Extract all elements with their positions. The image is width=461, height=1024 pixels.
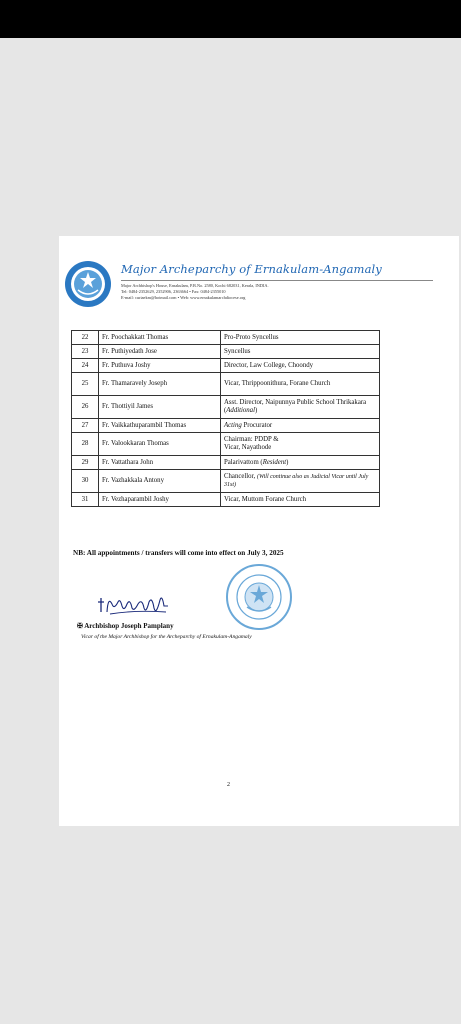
post-emphasis: (Will continue also as Judicial Vicar until July 31st) bbox=[224, 474, 369, 488]
priest-name: Fr. Valookkaran Thomas bbox=[99, 433, 221, 456]
row-number: 23 bbox=[72, 345, 99, 359]
header-address: Major Archbishop's House, Ernakulam, P.B.No. 2580, Kochi 682031, Kerala, INDIA. bbox=[121, 283, 269, 288]
row-number: 27 bbox=[72, 419, 99, 433]
appointments-table bbox=[71, 330, 380, 507]
post-text: ) bbox=[286, 458, 289, 466]
priest-name: Fr. Vaikkathuparambil Thomas bbox=[99, 419, 221, 433]
header-phone: Tel: 0484-2352629, 2352906, 2363664 • Fax: 0484-2355010 bbox=[121, 289, 226, 294]
table-row bbox=[72, 373, 380, 396]
priest-name: Fr. Poochakkatt Thomas bbox=[99, 331, 221, 345]
post-emphasis: Acting bbox=[224, 421, 242, 429]
appointment-post bbox=[221, 470, 380, 493]
row-number: 24 bbox=[72, 359, 99, 373]
official-seal bbox=[225, 563, 293, 631]
page-number: 2 bbox=[227, 782, 230, 788]
appointment-post bbox=[221, 419, 380, 433]
priest-name: Fr. Thamaravely Joseph bbox=[99, 373, 221, 396]
appointment-post: Syncellus bbox=[221, 345, 380, 359]
table-row bbox=[72, 419, 380, 433]
post-text: Palarivattom ( bbox=[224, 458, 263, 466]
row-number: 22 bbox=[72, 331, 99, 345]
appointment-post: Pro-Proto Syncellus bbox=[221, 331, 380, 345]
table-row bbox=[72, 493, 380, 507]
appointment-post bbox=[221, 456, 380, 470]
post-emphasis: Additional bbox=[226, 407, 255, 414]
header-title: Major Archeparchy of Ernakulam-Angamaly bbox=[121, 262, 382, 276]
table-row bbox=[72, 345, 380, 359]
table-row bbox=[72, 456, 380, 470]
row-number: 30 bbox=[72, 470, 99, 493]
row-number: 25 bbox=[72, 373, 99, 396]
post-emphasis: Resident bbox=[262, 458, 287, 466]
priest-name: Fr. Puthiyedath Jose bbox=[99, 345, 221, 359]
row-number: 29 bbox=[72, 456, 99, 470]
header-contact: E-mail: curiaekm@hotmail.com • Web: www.ernakulamarchdiocese.org bbox=[121, 295, 246, 300]
priest-name: Fr. Vezhaparambil Joshy bbox=[99, 493, 221, 507]
document-page bbox=[59, 236, 459, 826]
priest-name: Fr. Puthuva Joshy bbox=[99, 359, 221, 373]
priest-name: Fr. Vattathara John bbox=[99, 456, 221, 470]
header-divider bbox=[121, 280, 433, 281]
priest-name: Fr. Thottiyil James bbox=[99, 396, 221, 419]
post-text: Chancellor, bbox=[224, 473, 257, 480]
row-number: 31 bbox=[72, 493, 99, 507]
table-row bbox=[72, 396, 380, 419]
post-text: ) bbox=[254, 407, 258, 414]
signer-name: ✠ Archbishop Joseph Pamplany bbox=[77, 622, 174, 630]
status-bar bbox=[0, 0, 461, 38]
row-number: 28 bbox=[72, 433, 99, 456]
table-row bbox=[72, 470, 380, 493]
table-row bbox=[72, 359, 380, 373]
appointment-post: Director, Law College, Choondy bbox=[221, 359, 380, 373]
priest-name: Fr. Vazhakkala Antony bbox=[99, 470, 221, 493]
appointment-post bbox=[221, 433, 380, 456]
post-text: Procurator bbox=[241, 421, 273, 429]
appointment-post: Vicar, Muttom Forane Church bbox=[221, 493, 380, 507]
appointment-post bbox=[221, 396, 380, 419]
row-number: 26 bbox=[72, 396, 99, 419]
appointment-post: Vicar, Thrippoonithura, Forane Church bbox=[221, 373, 380, 396]
signer-title: Vicar of the Major Archbishop for the Archeparchy of Ernakulam-Angamaly bbox=[81, 634, 252, 640]
post-text: Asst. Director, Naipunnya Public School Thrikakara ( bbox=[224, 399, 367, 414]
handwritten-signature bbox=[94, 590, 174, 620]
effective-date-notice: NB: All appointments / transfers will come into effect on July 3, 2025 bbox=[73, 549, 284, 557]
post-text: Chairman: PDDP & bbox=[224, 436, 279, 443]
table-row bbox=[72, 331, 380, 345]
post-text: Vicar, Nayathode bbox=[224, 444, 272, 451]
archeparchy-logo bbox=[64, 260, 112, 308]
table-row bbox=[72, 433, 380, 456]
